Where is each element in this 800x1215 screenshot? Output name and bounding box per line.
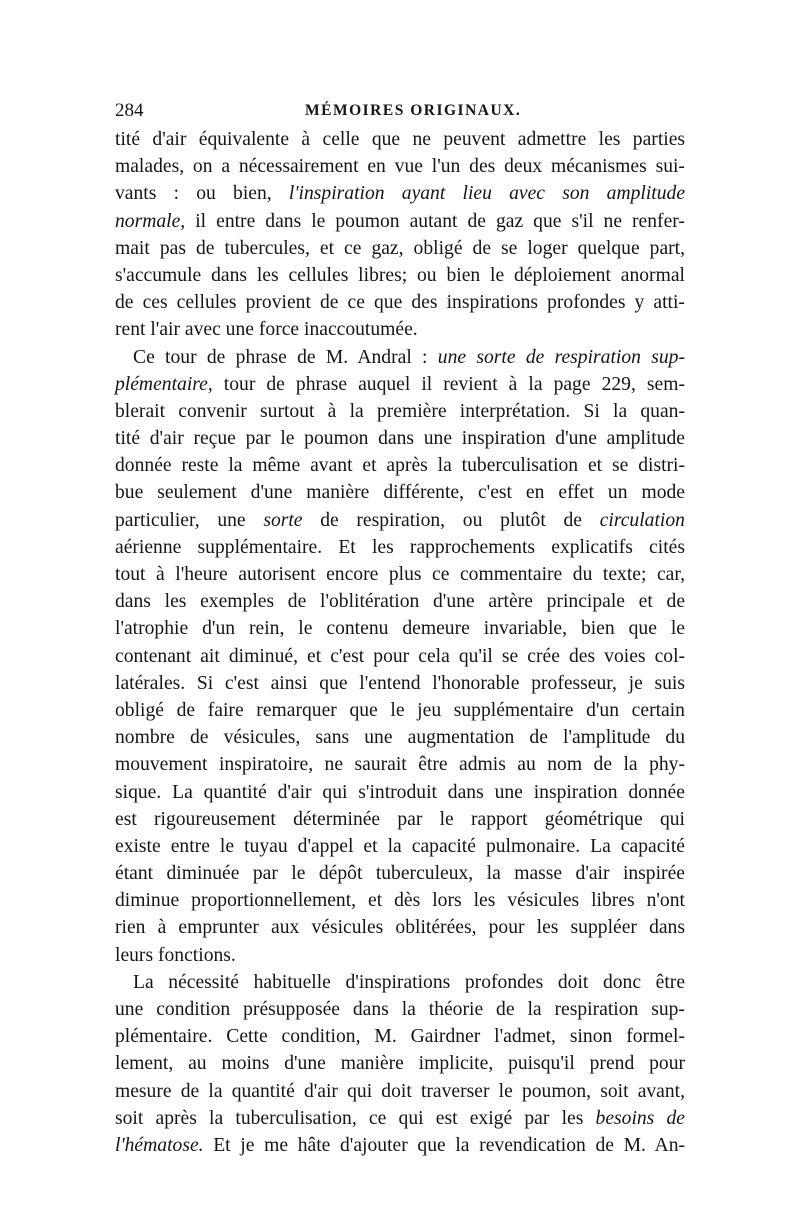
text-line [115, 969, 685, 996]
text-line [115, 208, 685, 235]
text-segment: rien à emprunter aux vésicules oblitérées, pour les suppléer dans [115, 917, 685, 939]
body-text [115, 126, 685, 1159]
text-line [115, 479, 685, 506]
italic-segment: l'hématose. [115, 1134, 204, 1156]
text-line [115, 670, 685, 697]
text-segment: lement, au moins d'une manière implicite, puisqu'il prend pour [115, 1053, 686, 1075]
text-segment: il entre dans le poumon autant de gaz que s'il ne renfer- [185, 210, 685, 232]
text-segment: Et je me hâte d'ajouter que la revendication de M. An- [203, 1134, 686, 1156]
text-segment: étant diminuée par le dépôt tuberculeux, la masse d'air inspirée [115, 863, 685, 885]
text-segment: une condition présupposée dans la théorie de la respiration sup- [115, 999, 685, 1020]
text-line [115, 344, 685, 371]
text-segment: de respiration, ou plutôt de [302, 509, 600, 531]
page-header [115, 96, 685, 126]
text-line [115, 643, 685, 670]
text-segment: nombre de vésicules, sans une augmentation de l'amplitude du [115, 727, 686, 749]
text-segment: mesure de la quantité d'air qui doit traverser le poumon, soit avant, [115, 1080, 686, 1102]
text-line [115, 724, 685, 751]
text-segment: soit après la tuberculisation, ce qui est exigé par les [115, 1107, 596, 1129]
italic-segment: normale, [115, 210, 186, 232]
text-line [115, 153, 685, 180]
text-segment: latérales. Si c'est ainsi que l'entend l'honorable professeur, je suis [115, 672, 685, 694]
text-segment: vants : ou bien, [115, 183, 289, 205]
text-line [115, 751, 685, 778]
text-line [115, 942, 685, 969]
text-segment: l'atrophie d'un rein, le contenu demeure invariable, bien que le [115, 618, 686, 640]
italic-segment: une sorte de respiration sup- [437, 346, 685, 368]
text-segment: contenant ait diminué, et c'est pour cela qu'il se crée des voies col- [115, 645, 686, 667]
text-line [115, 887, 685, 914]
text-segment: existe entre le tuyau d'appel et la capacité pulmonaire. La capacité [115, 835, 685, 857]
text-segment: bue seulement d'une manière différente, c'est en effet un mode [115, 482, 685, 504]
text-line [115, 615, 685, 642]
text-segment: Ce tour de phrase de M. Andral : [133, 346, 438, 368]
text-line [115, 1023, 685, 1050]
text-line [115, 588, 685, 615]
text-segment: blerait convenir surtout à la première interprétation. Si la quan- [115, 400, 685, 422]
text-line [115, 235, 685, 262]
text-segment: tité d'air reçue par le poumon dans une inspiration d'une amplitude [115, 428, 685, 450]
text-line [115, 507, 685, 534]
text-line [115, 806, 685, 833]
text-segment: est rigoureusement déterminée par le rapport géométrique qui [115, 808, 685, 830]
text-line [115, 779, 685, 806]
running-head: MÉMOIRES ORIGINAUX. [305, 102, 522, 119]
italic-segment: l'inspiration ayant lieu avec son amplitude [288, 183, 686, 205]
text-line [115, 316, 685, 343]
text-line [115, 126, 685, 153]
text-segment: La nécessité habituelle d'inspirations profondes doit donc être [133, 971, 686, 993]
text-line [115, 262, 685, 289]
text-line [115, 1050, 685, 1077]
text-line [115, 289, 685, 316]
text-line [115, 833, 685, 860]
text-line [115, 425, 685, 452]
text-segment: aérienne supplémentaire. Et les rapprochements explicatifs cités [115, 536, 685, 558]
text-segment: malades, on a nécessairement en vue l'un des deux mécanismes sui- [115, 156, 685, 178]
text-segment: tité d'air équivalente à celle que ne peuvent admettre les parties [115, 129, 686, 150]
text-line [115, 860, 685, 887]
text-segment: plémentaire. Cette condition, M. Gairdner l'admet, sinon formel- [115, 1026, 685, 1048]
text-line [115, 996, 685, 1023]
text-segment: diminue proportionnellement, et dès lors les vésicules libres n'ont [115, 890, 685, 912]
text-line [115, 398, 685, 425]
text-line [115, 914, 685, 941]
text-segment: tout à l'heure autorisent encore plus ce commentaire du texte; car, [115, 564, 685, 585]
text-line [115, 180, 685, 207]
text-line [115, 1105, 685, 1132]
text-line [115, 452, 685, 479]
text-line [115, 1078, 685, 1105]
text-segment: leurs fonctions. [115, 944, 236, 966]
text-segment: s'accumule dans les cellules libres; ou bien le déploiement anormal [115, 264, 685, 286]
text-line [115, 534, 685, 561]
text-segment: de ces cellules provient de ce que des inspirations profondes y atti- [115, 292, 685, 314]
page-number: 284 [115, 100, 144, 121]
book-page [115, 96, 685, 1159]
text-segment: donnée reste la même avant et après la tuberculisation et se distri- [115, 455, 686, 477]
text-segment: tour de phrase auquel il revient à la page 229, sem- [212, 373, 685, 395]
text-line [115, 697, 685, 724]
text-line [115, 561, 685, 588]
text-line [115, 1132, 685, 1159]
text-line [115, 371, 685, 398]
italic-segment: sorte [263, 509, 303, 531]
text-segment: mait pas de tubercules, et ce gaz, obligé de se loger quelque part, [115, 237, 686, 259]
text-segment: mouvement inspiratoire, ne saurait être admis au nom de la phy- [115, 754, 685, 776]
italic-segment: besoins de [595, 1107, 686, 1129]
text-segment: dans les exemples de l'oblitération d'une artère principale et de [115, 591, 686, 613]
text-segment: sique. La quantité d'air qui s'introduit dans une inspiration donnée [115, 781, 685, 803]
text-segment: particulier, une [115, 509, 264, 531]
italic-segment: plémentaire, [115, 373, 213, 395]
text-segment: rent l'air avec une force inaccoutumée. [115, 319, 418, 341]
text-segment: obligé de faire remarquer que le jeu supplémentaire d'un certain [115, 699, 685, 721]
italic-segment: circulation [599, 509, 685, 531]
